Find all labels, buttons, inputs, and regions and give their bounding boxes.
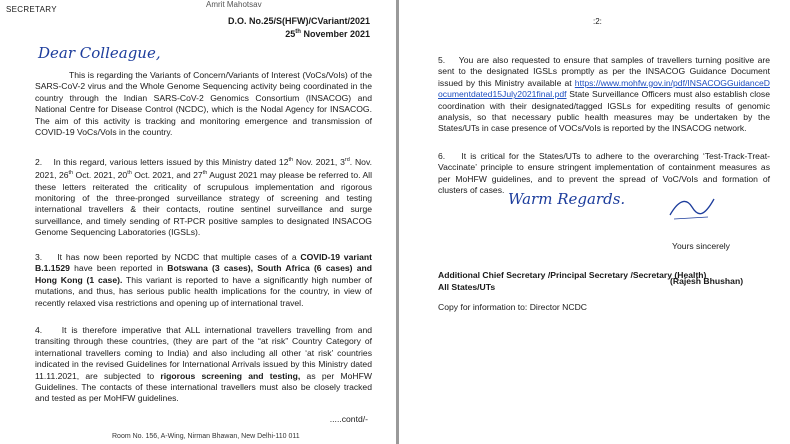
signature-mark — [668, 193, 716, 223]
page-divider — [396, 0, 399, 444]
paragraph-3: 3. It has now been reported by NCDC that multiple cases of a COVID-19 variant B.1.1529 have been reported in Botswana (3 cases), South Africa (6 cases) and Hong Kong (1 case). This variant is reported to have a significantly high number of mutations, and thus, has serious public health implications for the country, in view of recently relaxed visa restrictions and opening up of international travel. — [35, 252, 372, 308]
closing-handwritten: Warm Regards. — [508, 190, 626, 208]
contd-marker: .....contd/- — [329, 414, 368, 424]
footer-address: Room No. 156, A-Wing, Nirman Bhawan, New Delhi-110 011 — [112, 433, 300, 440]
addressee-line-1: Additional Chief Secretary /Principal Secretary /Secretary (Health) — [438, 270, 707, 280]
secretary-label: SECRETARY — [6, 5, 57, 14]
signatory-name: (Rajesh Bhushan) — [670, 276, 744, 286]
paragraph-6: 6. It is critical for the States/UTs to adhere to the overarching ‘Test-Track-Treat-Vaccinate’ principle to ensure stringent implementation of containment measures as per MoHFW guidelines, and to prevent the spread of VoC/VoIs and formation of clusters of cases. — [438, 151, 770, 196]
yours-sincerely: Yours sincerely — [672, 241, 730, 251]
paragraph-4: 4. It is therefore imperative that ALL international travellers travelling from and transiting through these countries, (they are part of the “at risk” Country Category of international travellers coming to India) and also including all other ‘at risk’ countries indicated in the revised Guidelines for International Arrivals issued by this Ministry dated 11.11.2021, are subjected to rigorous screening and testing, as per MoHFW Guidelines. The contacts of these international travellers must also be closely tracked and tested as per MoHFW guidelines. — [35, 325, 373, 404]
guidance-document-link[interactable]: https://www.mohfw.gov.in/pdf/INSACOGGuidanceDocumentdated15July2021final.pdf — [438, 77, 770, 100]
paragraph-5: 5. You are also requested to ensure that samples of travellers turning positive are sent to the designated IGSLs promptly as per the INSACOG Guidance Document issued by this Ministry available at https://www.mohfw.gov.in/pdf/INSACOGGuidanceDocumentdated15July2021final.pdf State Surveillance Officers must also establish close coordination with their designated/tagged IGSLs for expediting results of genomic analysis, so that necessary public health measures may be undertaken by the States/UTs in case presence of VOCs/VoIs is reported by the INSACOG network. — [438, 55, 770, 134]
addressee-line-2: All States/UTs — [438, 282, 496, 292]
paragraph-1: This is regarding the Variants of Concern/Variants of Interest (VoCs/VoIs) of the SARS-CoV-2 virus and the Whole Genome Sequencing activity being coordinated in the country through the Indian SARS-CoV-2 Genomics Consortium (INSACOG) and National Centre for Disease Control (NCDC), which is the Nodal Agency for INSACOG. The aim of this activity is tracking and monitoring emergence and transmission of COVID-19 VoCs/VoIs in the country. — [35, 70, 372, 138]
letter-page-2 — [400, 0, 790, 444]
salutation-handwritten: Dear Colleague, — [38, 44, 161, 62]
do-number: D.O. No.25/S(HFW)/CVariant/2021 — [227, 16, 370, 26]
azadi-banner: Amrit Mahotsav — [206, 0, 262, 9]
page-number: :2: — [593, 17, 602, 26]
copy-to: Copy for information to: Director NCDC — [438, 302, 588, 312]
letter-date: 25th November 2021 — [285, 29, 370, 39]
paragraph-2: 2. In this regard, various letters issued by this Ministry dated 12th Nov. 2021, 3rd. Nov. 2021, 26th Oct. 2021, 20th Oct. 2021, and 27th August 2021 may please be referred to. All these letters reiterated the criticality of scrupulous implementation and rigorous monitoring of the three-pronged surveillance strategy of screening and testing international travellers & their contacts, routine sentinel surveillance and surge surveillance, and timely sending of RT-PCR positive samples to designated INSACOG Genome Sequencing Laboratories (IGSLs). — [35, 156, 372, 238]
